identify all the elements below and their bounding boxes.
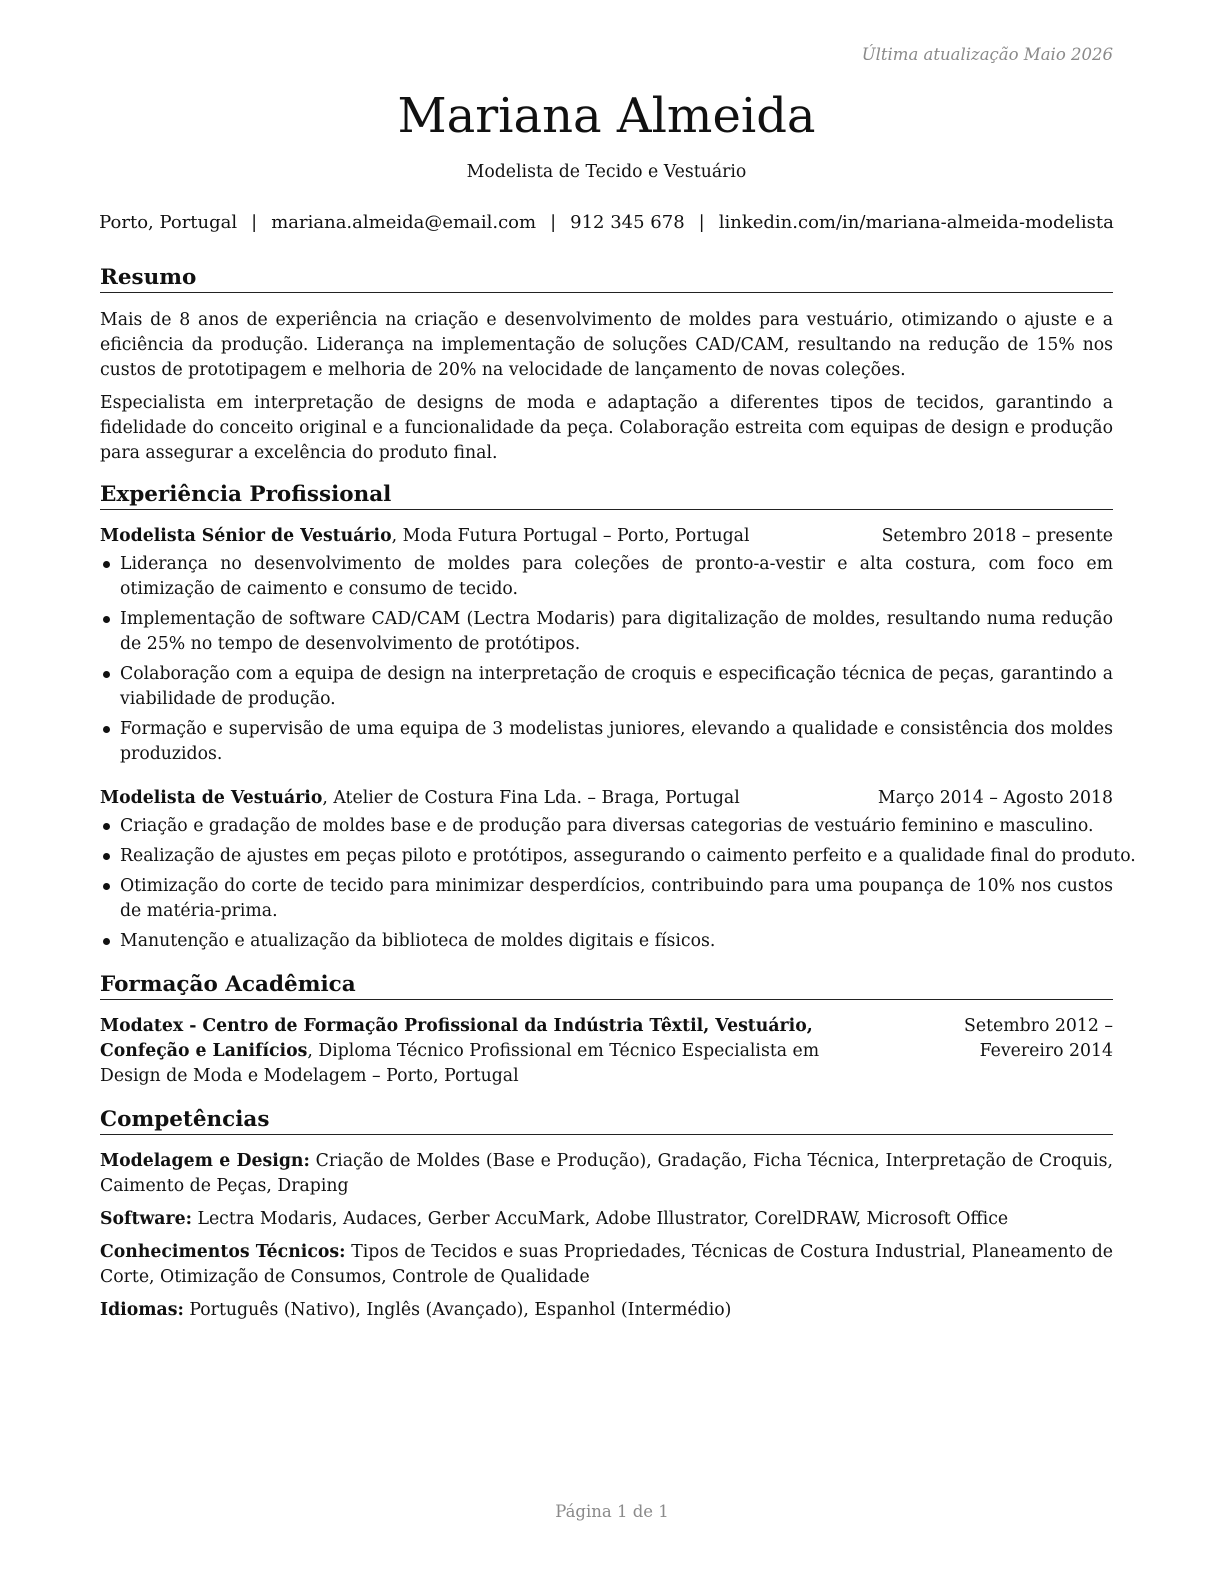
resume-page bbox=[99, 40, 1136, 1323]
skill-group-label: Idiomas: bbox=[100, 1300, 184, 1320]
skill-group bbox=[100, 1149, 1113, 1199]
section-heading-summary: Resumo bbox=[100, 264, 1113, 293]
job-entry bbox=[100, 524, 1113, 767]
summary-section bbox=[100, 308, 1113, 466]
contact-linkedin[interactable]: linkedin.com/in/mariana-almeida-modelista bbox=[718, 212, 1114, 233]
contact-line bbox=[90, 211, 1123, 235]
skill-group bbox=[100, 1207, 1113, 1232]
contact-separator: | bbox=[698, 212, 705, 233]
contact-phone[interactable]: 912 345 678 bbox=[570, 212, 685, 233]
skill-group-text: Português (Nativo), Inglês (Avançado), Espanhol (Intermédio) bbox=[183, 1300, 732, 1320]
skill-group-text: Tipos de Tecidos e suas Propriedades, Técnicas de Costura Industrial, Planeamento de Corte, Otimização de Consumos, Controle de Qualidade bbox=[100, 1242, 1114, 1287]
contact-location: Porto, Portugal bbox=[99, 212, 238, 233]
job-dates: Setembro 2018 – presente bbox=[881, 526, 1113, 546]
job-bullet: Formação e supervisão de uma equipa de 3 modelistas juniores, elevando a qualidade e consistência dos moldes produzidos. bbox=[100, 717, 1113, 767]
section-heading-experience: Experiência Profissional bbox=[100, 481, 1113, 510]
education-dates: Setembro 2012 – Fevereiro 2014 bbox=[964, 1016, 1113, 1061]
skill-group bbox=[100, 1240, 1113, 1290]
job-dates: Março 2014 – Agosto 2018 bbox=[877, 788, 1113, 808]
job-bullet: Manutenção e atualização da biblioteca de moldes digitais e físicos. bbox=[100, 929, 1113, 954]
candidate-name: Mariana Almeida bbox=[397, 88, 816, 144]
skill-group-label: Conhecimentos Técnicos: bbox=[100, 1242, 346, 1262]
job-bullet: Liderança no desenvolvimento de moldes para coleções de pronto-a-vestir e alta costura, com foco em otimização de caimento e consumo de tecido. bbox=[100, 552, 1113, 602]
last-updated: Última atualização Maio 2026 bbox=[861, 45, 1113, 64]
job-bullets bbox=[100, 814, 1136, 954]
section-heading-skills: Competências bbox=[100, 1106, 1113, 1135]
job-bullet: Realização de ajustes em peças piloto e protótipos, assegurando o caimento perfeito e a qualidade final do produto. bbox=[100, 844, 1117, 869]
summary-paragraph: Mais de 8 anos de experiência na criação e desenvolvimento de moldes para vestuário, otimizando o ajuste e a eficiência da produção. Liderança na implementação de soluções CAD/CAM, resultando na redução de 15% nos custos de prototipagem e melhoria de 20% na velocidade de lançamento de novas coleções. bbox=[100, 310, 1113, 380]
job-bullet: Implementação de software CAD/CAM (Lectra Modaris) para digitalização de moldes, resultando numa redução de 25% no tempo de desenvolvimento de protótipos. bbox=[100, 607, 1113, 657]
job-bullet: Colaboração com a equipa de design na interpretação de croquis e especificação técnica de peças, garantindo a viabilidade de produção. bbox=[100, 662, 1113, 712]
contact-email[interactable]: mariana.almeida@email.com bbox=[271, 212, 537, 233]
job-title: Modelista de Tecido e Vestuário bbox=[466, 162, 747, 182]
contact-separator: | bbox=[550, 212, 557, 233]
summary-paragraph: Especialista em interpretação de designs de moda e adaptação a diferentes tipos de tecidos, garantindo a fidelidade do conceito original e a funcionalidade da peça. Colaboração estreita com equipas de design e produção para assegurar a excelência do produto final. bbox=[100, 393, 1113, 463]
job-role: Modelista de Vestuário bbox=[100, 788, 323, 808]
job-company: , Atelier de Costura Fina Lda. – Braga, Portugal bbox=[322, 788, 740, 808]
education-entry bbox=[100, 1014, 1113, 1089]
job-entry bbox=[100, 786, 1136, 954]
job-bullet: Otimização do corte de tecido para minimizar desperdícios, contribuindo para uma poupança de 10% nos custos de matéria-prima. bbox=[100, 874, 1113, 924]
job-bullet: Criação e gradação de moldes base e de produção para diversas categorias de vestuário feminino e masculino. bbox=[100, 814, 1113, 839]
skill-group-text: Criação de Moldes (Base e Produção), Gradação, Ficha Técnica, Interpretação de Croquis, Caimento de Peças, Draping bbox=[100, 1151, 1113, 1196]
contact-separator: | bbox=[251, 212, 258, 233]
skills-section bbox=[100, 1149, 1113, 1323]
skill-group-label: Software: bbox=[100, 1209, 192, 1229]
skill-group-label: Modelagem e Design: bbox=[100, 1151, 310, 1171]
skill-group bbox=[100, 1298, 1113, 1323]
education-details: , Diploma Técnico Profissional em Técnico Especialista em Design de Moda e Modelagem – Porto, Portugal bbox=[100, 1041, 820, 1086]
job-bullets bbox=[100, 552, 1113, 767]
job-role: Modelista Sénior de Vestuário bbox=[100, 526, 392, 546]
job-header bbox=[100, 786, 1113, 811]
skill-group-text: Lectra Modaris, Audaces, Gerber AccuMark, Adobe Illustrator, CorelDRAW, Microsoft Office bbox=[191, 1209, 1009, 1229]
page-number: Página 1 de 1 bbox=[555, 1502, 669, 1521]
education-institution: Modatex - Centro de Formação Profissional da Indústria Têxtil, Vestuário, Confeção e Lanifícios bbox=[100, 1016, 813, 1061]
job-company: , Moda Futura Portugal – Porto, Portugal bbox=[391, 526, 750, 546]
job-header bbox=[100, 524, 1113, 549]
section-heading-education: Formação Acadêmica bbox=[100, 971, 1113, 1000]
